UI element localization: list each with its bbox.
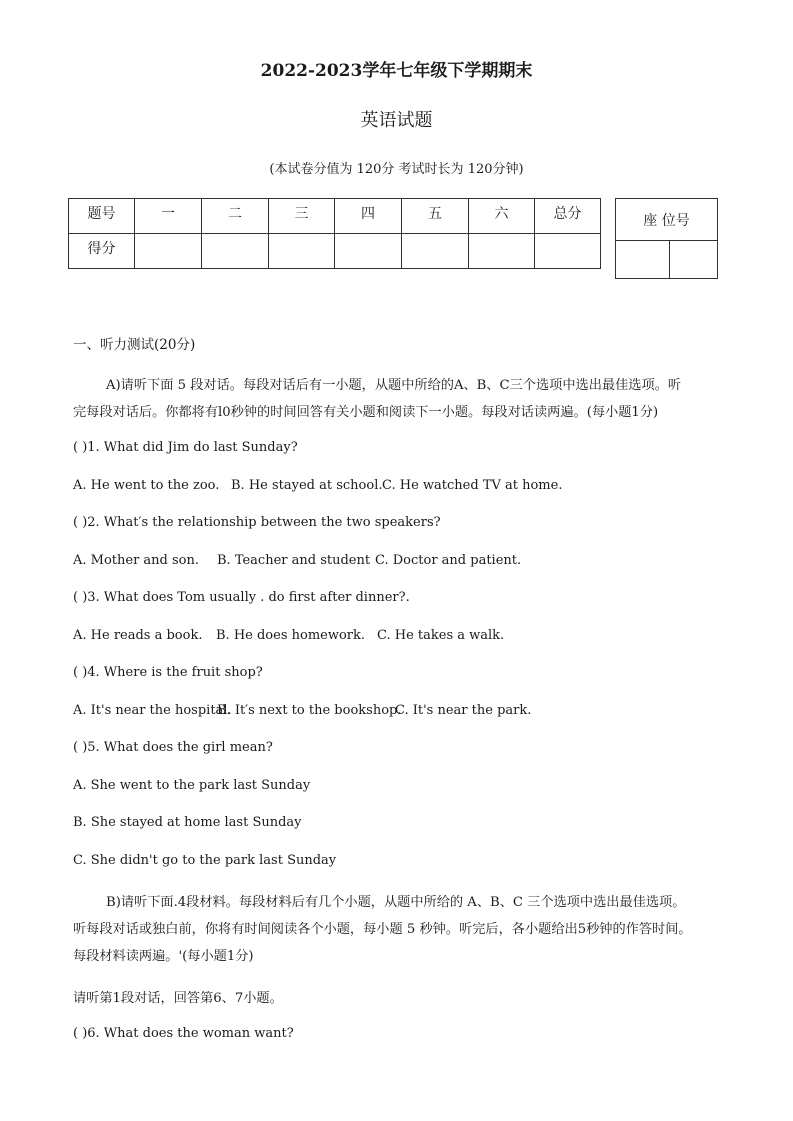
question-6: ( )6. What does the woman want? (73, 1026, 294, 1041)
score-cell (269, 234, 335, 269)
score-row-label: 得分 (69, 234, 135, 269)
score-table-score-row (69, 234, 601, 269)
score-cell (402, 234, 469, 269)
part-b-subheading: 请听第1段对话，回答第6、7小题。 (73, 991, 283, 1006)
q4-option-a: A. It's near the hospital. (73, 703, 232, 718)
q2-option-c: C. Doctor and patient. (375, 553, 522, 568)
score-header-cell: 题号 (69, 199, 135, 234)
q3-option-a: A. He reads a book. (73, 628, 203, 643)
q4-option-c: C. It's near the park. (395, 703, 532, 718)
seat-table (615, 198, 718, 279)
score-header-cell: 五 (402, 199, 469, 234)
q4-option-b: B. It′s next to the bookshop. (217, 703, 402, 718)
exam-subtitle: 英语试题 (360, 110, 433, 131)
q3-option-b: B. He does homework. (216, 628, 366, 643)
score-header-cell: 三 (269, 199, 335, 234)
part-a-intro-line2: 完每段对话后。你都将有l0秒钟的时间回答有关小题和阅读下一小题。每段对话读两遍。(每小题1分) (73, 405, 659, 420)
score-table-header-row (69, 199, 601, 234)
score-cell (135, 234, 202, 269)
score-header-cell: 四 (335, 199, 402, 234)
question-1: ( )1. What did Jim do last Sunday? (73, 440, 298, 455)
section-heading: 一、听力测试(20分) (73, 337, 196, 353)
q1-option-b: B. He stayed at school. (231, 478, 383, 493)
score-cell (535, 234, 601, 269)
score-cell (202, 234, 269, 269)
score-header-cell: 总分 (535, 199, 601, 234)
part-b-intro-line2: 听每段对话或独白前，你将有时间阅读各个小题，每小题 5 秒钟。听完后，各小题给出5秒钟的作答时间。 (73, 922, 692, 937)
score-cell (469, 234, 535, 269)
part-a-intro-line1: A)请听下面 5 段对话。每段对话后有一小题，从题中所给的A、B、C三个选项中选出最佳选项。听 (106, 378, 682, 393)
question-5: ( )5. What does the girl mean? (73, 740, 273, 755)
score-header-cell: 二 (202, 199, 269, 234)
score-cell (335, 234, 402, 269)
question-4: ( )4. Where is the fruit shop? (73, 665, 263, 680)
part-b-intro-line1: B)请听下面.4段材料。每段材料后有几个小题，从题中所给的 A、B、C 三个选项中选出最佳选项。 (106, 895, 686, 910)
seat-label: 座 位号 (616, 199, 718, 241)
score-header-cell: 一 (135, 199, 202, 234)
exam-note: (本试卷分值为 120分 考试时长为 120分钟) (269, 162, 524, 177)
q1-option-c: C. He watched TV at home. (382, 478, 563, 493)
question-2: ( )2. What′s the relationship between the two speakers? (73, 515, 441, 530)
q2-option-b: B. Teacher and student (217, 553, 371, 568)
seat-cell (670, 241, 718, 279)
q3-option-c: C. He takes a walk. (377, 628, 505, 643)
part-b-intro-line3: 每段材料读两遍。'(每小题1分) (73, 949, 254, 964)
q1-option-a: A. He went to the zoo. (73, 478, 220, 493)
q2-option-a: A. Mother and son. (73, 553, 200, 568)
q5-option-a: A. She went to the park last Sunday (73, 778, 311, 793)
score-header-cell: 六 (469, 199, 535, 234)
question-3: ( )3. What does Tom usually . do first after dinner?. (73, 590, 410, 605)
q5-option-c: C. She didn't go to the park last Sunday (73, 853, 337, 868)
q5-option-b: B. She stayed at home last Sunday (73, 815, 302, 830)
score-table (68, 198, 601, 269)
exam-title: 2022-2023学年七年级下学期期末 (260, 61, 533, 81)
seat-cell (616, 241, 670, 279)
